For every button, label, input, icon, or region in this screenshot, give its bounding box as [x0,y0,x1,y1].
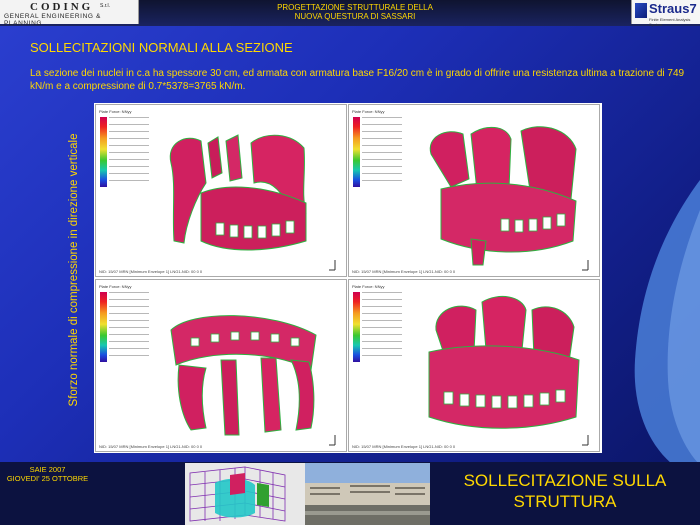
event-line2: GIOVEDI' 25 OTTOBRE [6,474,89,483]
section-title: SOLLECITAZIONI NORMALI ALLA SEZIONE [30,40,293,55]
straus7-logo-icon [635,3,647,18]
axes-icon [581,433,595,447]
fe-model-view [414,292,586,442]
result-panel-2 [348,104,600,277]
coding-logo-suffix: S.r.l. [100,3,111,9]
legend-header: Plate Force: NNyy [99,109,132,114]
panel-footer: NID: 15/07 MRN [Minimum Envelope 1] LNG1-NID: 00 0 0 [99,269,203,274]
legend-header: Plate Force: NNyy [352,284,385,289]
header-title [240,3,470,21]
panel-footer: NID: 15/07 MRN [Minimum Envelope 1] LNG1-NID: 00 0 0 [352,444,456,449]
color-legend [99,284,151,376]
legend-ticks [109,292,149,362]
straus7-logo-name: Straus7 [649,1,697,16]
axes-icon [581,258,595,272]
legend-color-bar [100,117,107,187]
legend-color-bar [100,292,107,362]
legend-ticks [362,117,402,187]
result-panel-4 [348,279,600,452]
legend-header: Plate Force: NNyy [99,284,132,289]
fe-model-view [156,123,326,263]
result-panel-1 [95,104,347,277]
structure-model-image [185,463,305,525]
fe-model-view [151,290,331,442]
straus7-logo [631,0,700,27]
building-photo-thumbnail [305,463,430,525]
header-title-line2: NUOVA QUESTURA DI SASSARI [294,12,416,21]
event-line1: SAIE 2007 [29,465,66,474]
color-legend [352,284,404,376]
legend-color-bar [353,117,360,187]
building-photo [305,463,430,525]
results-grid [94,103,602,453]
color-legend [99,109,151,201]
decorative-wave [600,180,700,470]
panel-footer: NID: 15/07 MRN [Minimum Envelope 1] LNG1-NID: 00 0 0 [99,444,203,449]
straus7-logo-tagline: Finite Element Analysis System [649,17,691,27]
color-legend [352,109,404,201]
vertical-label: Sforzo normale di compressione in direzione verticale [68,133,80,407]
fe-model-view [411,119,586,267]
header-title-line1: PROGETTAZIONE STRUTTURALE DELLA [277,3,433,12]
vertical-label-container [62,100,86,440]
panel-footer: NID: 15/07 MRN [Minimum Envelope 1] LNG1-NID: 00 0 0 [352,269,456,274]
axes-icon [328,433,342,447]
legend-ticks [362,292,402,362]
description-text: La sezione dei nuclei in c.a ha spessore 30 cm, ed armata con armatura base F16/20 cm è in grado di offrire una resistenza ultima a trazione di 749 kN/m e a compressione di 0.7*5378=3765 kN/m. [30,68,685,92]
coding-logo [0,0,139,27]
legend-ticks [109,117,149,187]
coding-logo-tagline: GENERAL ENGINEERING & PLANNING [4,13,101,27]
axes-icon [328,258,342,272]
legend-header: Plate Force: NNyy [352,109,385,114]
event-label [0,465,95,483]
legend-color-bar [353,292,360,362]
structure-thumbnail [185,463,305,525]
slide-caption: SOLLECITAZIONE SULLA STRUTTURA [463,471,667,511]
result-panel-3 [95,279,347,452]
coding-logo-name: CODING [30,1,94,13]
